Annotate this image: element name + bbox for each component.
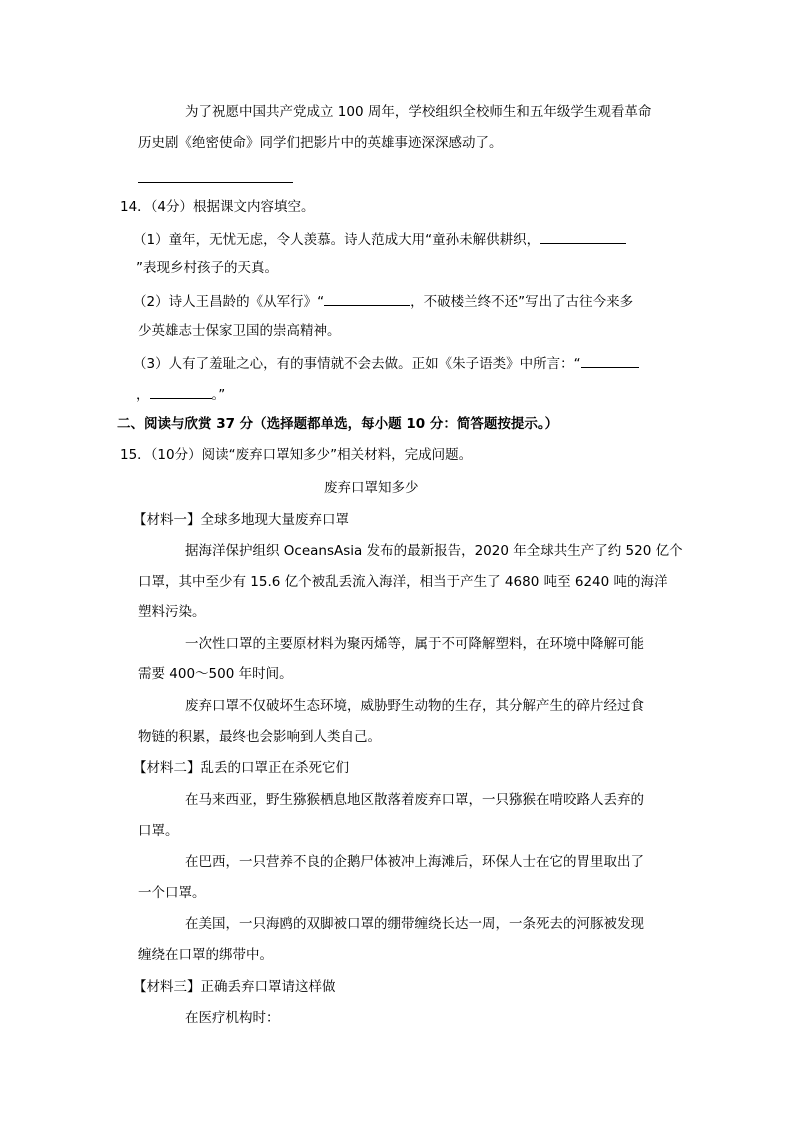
q14-blank-2[interactable] [324, 291, 410, 306]
q14-item-3-end: 。” [211, 387, 226, 403]
material-2-p1-line1: 在马来西亚，野生猕猴栖息地区散落着废弃口罩，一只猕猴在啃咬路人丢弃的 [185, 792, 644, 808]
material-2-p3-line2: 缠绕在口罩的绑带中。 [138, 947, 273, 963]
material-2-p2-line2: 一个口罩。 [138, 885, 206, 901]
q14-item-2-text-a: （2）诗人王昌龄的《从军行》“ [133, 294, 325, 310]
material-2-p1-line2: 口罩。 [138, 823, 179, 839]
material-2-heading: 【材料二】乱丢的口罩正在杀死它们 [133, 760, 349, 776]
q14-item-1 [133, 229, 626, 249]
q14-item-2-text-b: ，不破楼兰终不还”写出了古往今来多 [410, 294, 634, 310]
q13-answer-blank[interactable] [138, 182, 293, 183]
material-1-p2-line1: 一次性口罩的主要原材料为聚丙烯等，属于不可降解塑料，在环境中降解可能 [185, 636, 644, 652]
q14-item-2-cont: 少英雄志士保家卫国的崇高精神。 [138, 323, 341, 339]
article-title: 废弃口罩知多少 [324, 480, 419, 496]
material-1-p1-line2: 口罩，其中至少有 15.6 亿个被乱丢流入海洋，相当于产生了 4680 吨至 6240 吨的海洋 [138, 574, 668, 590]
material-1-heading: 【材料一】全球多地现大量废弃口罩 [133, 512, 349, 528]
material-2-p3-line1: 在美国，一只海鸥的双脚被口罩的绷带缠绕长达一周，一条死去的河豚被发现 [185, 916, 644, 932]
q14-blank-3[interactable] [581, 353, 639, 368]
q14-blank-1[interactable] [540, 229, 626, 244]
material-1-p2-line2: 需要 400～500 年时间。 [138, 666, 293, 682]
material-1-p1-line1: 据海洋保护组织 OceansAsia 发布的最新报告，2020 年全球共生产了约 520 亿个 [185, 543, 683, 559]
material-1-p1-line3: 塑料污染。 [138, 604, 206, 620]
q14-item-3-comma: ， [136, 387, 150, 403]
q14-item-3 [133, 353, 639, 373]
q14-item-3-cont [136, 384, 225, 404]
q14-blank-4[interactable] [150, 384, 212, 399]
material-1-p3-line1: 废弃口罩不仅破坏生态环境，威胁野生动物的生存，其分解产生的碎片经过食 [185, 698, 644, 714]
material-3-p1: 在医疗机构时： [185, 1010, 280, 1026]
q13-line-2: 历史剧《绝密使命》同学们把影片中的英雄事迹深深感动了。 [138, 135, 503, 151]
q14-item-2 [133, 291, 633, 311]
q13-line-1: 为了祝愿中国共产党成立 100 周年，学校组织全校师生和五年级学生观看革命 [185, 104, 652, 120]
q14-title: 14．（4分）根据课文内容填空。 [120, 199, 315, 215]
q15-title: 15．（10分）阅读“废弃口罩知多少”相关材料，完成问题。 [120, 447, 473, 463]
section-2-heading: 二、阅读与欣赏 37 分（选择题都单选，每小题 10 分：简答题按提示。） [117, 416, 559, 432]
material-2-p2-line1: 在巴西，一只营养不良的企鹅尸体被冲上海滩后，环保人士在它的胃里取出了 [185, 854, 644, 870]
q14-item-1-cont: ”表现乡村孩子的天真。 [136, 260, 278, 276]
q14-item-3-text: （3）人有了羞耻之心，有的事情就不会去做。正如《朱子语类》中所言：“ [133, 356, 581, 372]
material-3-heading: 【材料三】正确丢弃口罩请这样做 [133, 979, 336, 995]
material-1-p3-line2: 物链的积累，最终也会影响到人类自己。 [138, 729, 381, 745]
q14-item-1-text: （1）童年，无忧无虑，令人羡慕。诗人范成大用“童孙未解供耕织， [133, 232, 541, 248]
